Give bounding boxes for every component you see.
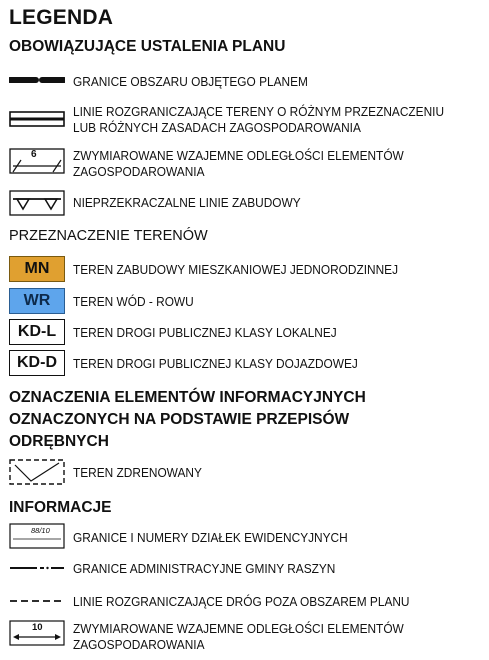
legend-label-road-lines: LINIE ROZGRANICZAJĄCE DRÓG POZA OBSZAREM PLANU	[73, 595, 410, 609]
drained-area-icon	[9, 459, 65, 485]
dimension-arrows-value: 10	[32, 622, 43, 633]
mn-code-box: MN	[9, 256, 65, 282]
legend-label-wr: TEREN WÓD - ROWU	[73, 295, 194, 309]
wr-code-box: WR	[9, 288, 65, 314]
legend-label-dividing-lines-2: LUB RÓŻNYCH ZASADACH ZAGOSPODAROWANIA	[73, 121, 361, 135]
legend-label-dividing-lines-1: LINIE ROZGRANICZAJĄCE TERENY O RÓŻNYM PRZEZNACZENIU	[73, 105, 445, 119]
legend-label-parcels: GRANICE I NUMERY DZIAŁEK EWIDENCYJNYCH	[73, 531, 348, 545]
legend-label-dimensions-1: ZWYMIAROWANE WZAJEMNE ODLEGŁOŚCI ELEMENTÓW	[73, 149, 404, 163]
legend-label-admin-boundary: GRANICE ADMINISTRACYJNE GMINY RASZYN	[73, 562, 336, 576]
legend-label-plan-boundary: GRANICE OBSZARU OBJĘTEGO PLANEM	[73, 75, 308, 89]
legend-label-drained-area: TEREN ZDRENOWANY	[73, 466, 202, 480]
legend-label-dimensions-info-2: ZAGOSPODAROWANIA	[73, 638, 205, 652]
legend-label-dimensions-info-1: ZWYMIAROWANE WZAJEMNE ODLEGŁOŚCI ELEMENTÓW	[73, 622, 404, 636]
kdl-code-box: KD-L	[9, 319, 65, 345]
dimension-line-icon	[9, 148, 65, 174]
double-line-icon	[9, 106, 65, 132]
section-info-elements-heading-1: OZNACZENIA ELEMENTÓW INFORMACYJNYCH	[9, 389, 366, 406]
dimension-value: 6	[31, 149, 37, 160]
legend-label-kdd: TEREN DROGI PUBLICZNEJ KLASY DOJAZDOWEJ	[73, 357, 358, 371]
administrative-boundary-icon	[9, 555, 65, 581]
kdd-code-box: KD-D	[9, 350, 65, 376]
legend-label-building-lines: NIEPRZEKRACZALNE LINIE ZABUDOWY	[73, 196, 301, 210]
legend-label-mn: TEREN ZABUDOWY MIESZKANIOWEJ JEDNORODZINNEJ	[73, 263, 399, 277]
thick-dashed-line-icon	[9, 67, 65, 93]
parcel-number: 88/10	[31, 526, 50, 535]
dimension-arrows-icon	[9, 620, 65, 646]
section-info-elements-heading-2: OZNACZONYCH NA PODSTAWIE PRZEPISÓW	[9, 411, 350, 428]
legend-label-dimensions-2: ZAGOSPODAROWANIA	[73, 165, 205, 179]
dashed-line-icon	[9, 588, 65, 614]
parcel-boundary-icon	[9, 523, 65, 549]
legend-label-kdl: TEREN DROGI PUBLICZNEJ KLASY LOKALNEJ	[73, 326, 337, 340]
section-information-heading: INFORMACJE	[9, 499, 112, 516]
section-binding-heading: OBOWIĄZUJĄCE USTALENIA PLANU	[9, 38, 286, 55]
building-line-triangles-icon	[9, 190, 65, 216]
section-info-elements-heading-3: ODRĘBNYCH	[9, 433, 109, 450]
section-land-use-heading: PRZEZNACZENIE TERENÓW	[9, 228, 208, 244]
legend-title: LEGENDA	[9, 6, 114, 29]
